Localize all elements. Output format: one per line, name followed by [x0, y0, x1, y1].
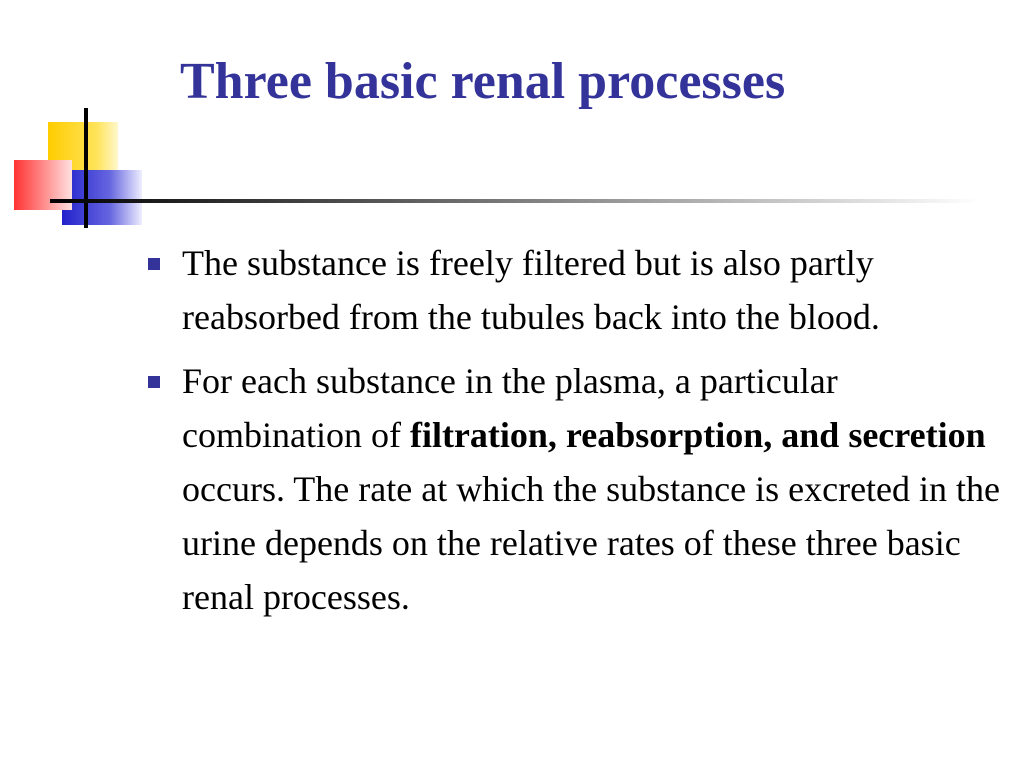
bullet-text-2-bold: filtration, reabsorption, and secretion	[409, 415, 986, 455]
blue-square	[62, 170, 142, 225]
square-bullet-icon	[148, 258, 160, 270]
bullet-text-1: The substance is freely filtered but is also partly reabsorbed from the tubules back into the blood.	[182, 243, 880, 337]
vertical-rule	[84, 108, 88, 228]
slide-title: Three basic renal processes	[180, 53, 786, 110]
horizontal-rule	[50, 199, 980, 203]
bullet-text-2-start: For each substance in the plasma, a particular combination of	[182, 361, 838, 455]
red-square	[14, 160, 72, 210]
title-decoration	[0, 0, 1024, 240]
yellow-square	[48, 122, 118, 182]
bullet-text-2-end: occurs. The rate at which the substance is excreted in the urine depends on the relative rates of these three basic renal processes.	[182, 469, 1001, 617]
bullet-item-1	[144, 236, 1014, 344]
bullet-list	[144, 236, 1014, 634]
bullet-item-2	[144, 354, 1014, 624]
square-bullet-icon	[148, 376, 160, 388]
